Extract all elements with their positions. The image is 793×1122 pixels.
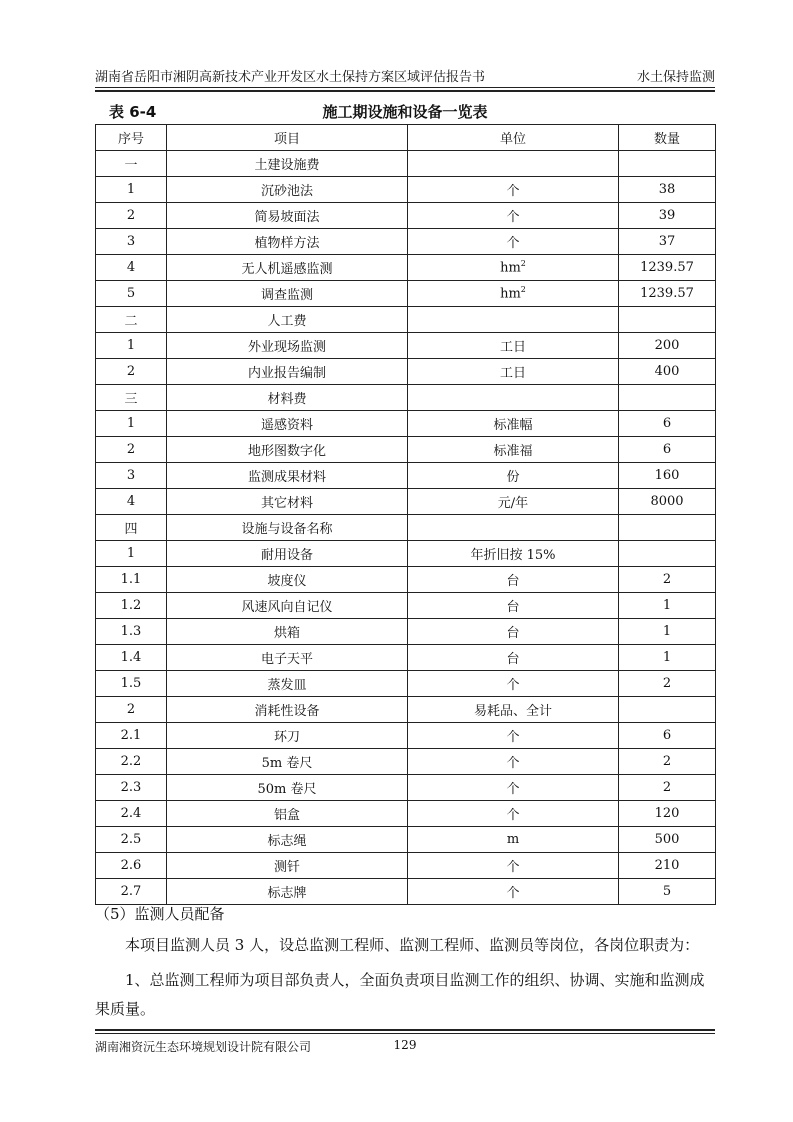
cell-qty [619,749,716,775]
cell-qty-text: 1239.57 [640,260,694,275]
page-number: 129 [393,1038,417,1052]
table-row [96,749,716,775]
cell-item-text: 电子天平 [260,652,313,667]
cell-qty [619,827,716,853]
cell-item-text: 蒸发皿 [267,678,307,693]
cell-item-text: 风速风向自记仪 [241,600,333,615]
cell-qty-text: 1 [662,598,672,613]
cell-unit-text: 个 [506,860,520,875]
cell-item-text: 测钎 [273,860,300,875]
cell-no [96,515,167,541]
header-unit: 单位 [408,125,619,151]
cell-unit-text: 年折旧按 15% [470,548,556,563]
cell-item-text: 地形图数字化 [247,444,326,459]
cell-unit [408,853,619,879]
cell-qty-text: 120 [654,806,680,821]
cell-unit-text: 份 [506,470,520,485]
table-row [96,255,716,281]
cell-qty [619,645,716,671]
header-no: 序号 [96,125,167,151]
cell-no-text: 2 [126,364,136,379]
cell-qty-text: 2 [662,572,672,587]
cell-item-text: 标志绳 [267,834,307,849]
cell-unit [408,801,619,827]
cell-item-text: 外业现场监测 [247,340,326,355]
cell-qty [619,463,716,489]
footer-rule-thin [95,1033,715,1034]
cell-item-text: 土建设施费 [254,158,320,173]
cell-unit [408,619,619,645]
cell-unit [408,229,619,255]
cell-qty [619,385,716,411]
table-row [96,697,716,723]
cell-no-text: 1.2 [120,598,142,613]
table-title: 施工期设施和设备一览表 [322,103,488,121]
cell-no [96,281,167,307]
table-row [96,671,716,697]
cell-item-text: 烘箱 [273,626,300,641]
cell-qty [619,775,716,801]
cell-qty-text: 6 [662,416,672,431]
footer-rule-thick [95,1029,715,1031]
table-row [96,515,716,541]
table-row [96,307,716,333]
cell-qty-text: 400 [654,364,680,379]
cell-qty [619,255,716,281]
cell-unit-text: 易耗品、全计 [473,704,552,719]
cell-qty [619,567,716,593]
equipment-table [95,124,716,905]
cell-item [167,307,408,333]
cell-unit [408,307,619,333]
header-section-name: 水土保持监测 [636,70,715,85]
cell-no [96,463,167,489]
cell-unit-text: 元/年 [497,496,529,511]
cell-item-text: 设施与设备名称 [241,522,333,537]
cell-item [167,749,408,775]
cell-qty-text: 160 [654,468,680,483]
page-header [95,66,715,86]
cell-no [96,749,167,775]
table-row [96,775,716,801]
cell-qty [619,437,716,463]
cell-qty-text: 39 [658,208,676,223]
cell-no [96,411,167,437]
cell-unit [408,775,619,801]
cell-item-text: 监测成果材料 [247,470,326,485]
cell-unit-text: 台 [506,574,520,589]
cell-no-text: 1 [126,416,136,431]
cell-unit-text: 个 [506,678,520,693]
table-body [96,151,716,905]
cell-qty [619,801,716,827]
cell-qty [619,697,716,723]
cell-qty-text: 500 [654,832,680,847]
table-row [96,151,716,177]
cell-qty-text: 8000 [650,494,684,509]
cell-no-text: 2 [126,702,136,717]
table-row [96,541,716,567]
cell-item [167,255,408,281]
cell-unit-text: 个 [506,808,520,823]
cell-unit [408,203,619,229]
cell-no-text: 2 [126,208,136,223]
cell-item [167,801,408,827]
table-row [96,619,716,645]
cell-qty-text: 210 [654,858,680,873]
cell-item-text: 沉砂池法 [260,184,313,199]
cell-item [167,359,408,385]
cell-item-text: 简易坡面法 [254,210,320,225]
cell-unit-text: 个 [506,236,520,251]
cell-no-text: 3 [126,468,136,483]
cell-no-text: 二 [124,314,138,329]
cell-no [96,333,167,359]
cell-no-text: 一 [124,158,138,173]
cell-no [96,619,167,645]
cell-no-text: 四 [124,522,138,537]
cell-no [96,203,167,229]
cell-item [167,281,408,307]
cell-item-text: 遥感资料 [260,418,313,433]
cell-no-text: 2.2 [120,754,142,769]
cell-qty [619,411,716,437]
cell-no-text: 1 [126,182,136,197]
cell-qty [619,515,716,541]
cell-qty [619,229,716,255]
cell-unit [408,671,619,697]
cell-no-text: 2 [126,442,136,457]
cell-no-text: 4 [126,260,136,275]
cell-item [167,489,408,515]
table-row [96,359,716,385]
cell-item [167,463,408,489]
cell-unit-text: m [506,832,520,847]
cell-no-text: 2.7 [120,884,142,899]
cell-unit [408,177,619,203]
paragraph-staffing: 本项目监测人员 3 人，设总监测工程师、监测工程师、监测员等岗位，各岗位职责为： [125,936,700,954]
table-row [96,645,716,671]
table-row [96,879,716,905]
cell-qty [619,853,716,879]
cell-no-text: 2.6 [120,858,142,873]
cell-qty [619,723,716,749]
cell-unit-text: 个 [506,730,520,745]
cell-item [167,333,408,359]
cell-unit [408,281,619,307]
cell-unit [408,411,619,437]
cell-item-text: 5m 卷尺 [261,756,313,771]
section-heading: （5）监测人员配备 [95,905,225,923]
cell-no [96,385,167,411]
cell-no-text: 3 [126,234,136,249]
cell-item-text: 50m 卷尺 [257,782,317,797]
cell-unit [408,645,619,671]
unit-superscript: 2 [520,285,526,295]
table-row [96,203,716,229]
cell-no-text: 2.4 [120,806,142,821]
cell-item [167,671,408,697]
cell-item-text: 坡度仪 [267,574,307,589]
cell-item-text: 材料费 [267,392,307,407]
cell-no [96,359,167,385]
unit-superscript: 2 [520,259,526,269]
table-row [96,489,716,515]
cell-unit [408,827,619,853]
cell-no [96,723,167,749]
cell-unit-text: 工日 [499,366,526,381]
cell-qty-text: 6 [662,728,672,743]
cell-item [167,411,408,437]
cell-no-text: 1 [126,338,136,353]
table-row [96,281,716,307]
cell-no [96,307,167,333]
footer-company: 湖南湘资沅生态环境规划设计院有限公司 [95,1040,312,1054]
paragraph-chief-engineer: 1、总监测工程师为项目部负责人，全面负责项目监测工作的组织、协调、实施和监测成果质量。 [95,971,705,1018]
cell-item-text: 铝盒 [273,808,300,823]
table-row [96,463,716,489]
table-row [96,853,716,879]
table-row [96,723,716,749]
cell-item [167,437,408,463]
cell-item [167,775,408,801]
cell-item [167,515,408,541]
cell-no [96,775,167,801]
cell-unit [408,697,619,723]
cell-item [167,619,408,645]
cell-item-text: 标志牌 [267,886,307,901]
cell-no [96,593,167,619]
cell-no [96,255,167,281]
cell-no [96,645,167,671]
cell-qty-text: 1239.57 [640,286,694,301]
cell-unit [408,723,619,749]
table-caption [95,101,715,123]
cell-item [167,879,408,905]
cell-no-text: 1 [126,546,136,561]
cell-item-text: 消耗性设备 [254,704,320,719]
cell-qty [619,879,716,905]
cell-item [167,645,408,671]
cell-no-text: 2.5 [120,832,142,847]
table-row [96,177,716,203]
header-qty: 数量 [619,125,716,151]
cell-unit [408,463,619,489]
cell-unit [408,567,619,593]
cell-item-text: 人工费 [267,314,307,329]
cell-item [167,827,408,853]
cell-no [96,697,167,723]
cell-no-text: 1.3 [120,624,142,639]
table-row [96,333,716,359]
cell-item-text: 植物样方法 [254,236,320,251]
table-header-row [96,125,716,151]
cell-no-text: 1.4 [120,650,142,665]
cell-no-text: 1.1 [120,572,142,587]
cell-unit-text: 标准幅 [493,418,533,433]
cell-qty [619,541,716,567]
header-report-title: 湖南省岳阳市湘阴高新技术产业开发区水土保持方案区域评估报告书 [95,70,486,85]
cell-unit-text: 工日 [499,340,526,355]
cell-no-text: 5 [126,286,136,301]
cell-unit-text: 个 [506,756,520,771]
cell-no [96,489,167,515]
cell-no [96,541,167,567]
cell-qty-text: 6 [662,442,672,457]
cell-qty-text: 2 [662,754,672,769]
cell-no-text: 2.1 [120,728,142,743]
table-row [96,385,716,411]
cell-no [96,853,167,879]
cell-item [167,853,408,879]
cell-no [96,567,167,593]
cell-qty [619,333,716,359]
cell-unit-text: 个 [506,782,520,797]
cell-no [96,437,167,463]
cell-no-text: 三 [124,392,138,407]
cell-qty [619,489,716,515]
header-rule-thin [95,87,715,88]
cell-unit [408,541,619,567]
header-rule-thick [95,90,715,92]
table-row [96,437,716,463]
cell-item-text: 内业报告编制 [247,366,326,381]
cell-item [167,177,408,203]
header-item: 项目 [167,125,408,151]
table-row [96,411,716,437]
cell-no [96,151,167,177]
cell-unit-text: 个 [506,210,520,225]
cell-item [167,723,408,749]
cell-qty-text: 1 [662,650,672,665]
cell-unit-text: 标准福 [493,444,533,459]
cell-qty [619,593,716,619]
cell-item-text: 调查监测 [260,288,313,303]
cell-unit [408,151,619,177]
table-row [96,801,716,827]
table-row [96,567,716,593]
cell-qty-text: 2 [662,676,672,691]
table-row [96,229,716,255]
cell-unit [408,593,619,619]
cell-item [167,229,408,255]
cell-unit [408,437,619,463]
cell-unit-text: 台 [506,652,520,667]
cell-item [167,385,408,411]
cell-qty [619,619,716,645]
cell-no [96,827,167,853]
table-number: 表 6-4 [109,103,157,121]
cell-qty [619,359,716,385]
cell-item [167,697,408,723]
cell-item [167,541,408,567]
cell-qty-text: 2 [662,780,672,795]
cell-qty-text: 200 [654,338,680,353]
cell-unit [408,359,619,385]
cell-no-text: 1.5 [120,676,142,691]
cell-qty [619,177,716,203]
cell-unit [408,515,619,541]
cell-no-text: 4 [126,494,136,509]
cell-unit [408,749,619,775]
cell-qty [619,203,716,229]
cell-qty [619,307,716,333]
cell-no [96,229,167,255]
cell-unit [408,333,619,359]
cell-unit-text: 台 [506,626,520,641]
table-row [96,827,716,853]
cell-qty [619,281,716,307]
cell-item [167,151,408,177]
cell-item-text: 环刀 [273,730,300,745]
cell-no [96,177,167,203]
cell-qty [619,151,716,177]
cell-item [167,203,408,229]
cell-unit [408,385,619,411]
cell-no [96,801,167,827]
cell-qty-text: 37 [658,234,676,249]
cell-item [167,567,408,593]
cell-unit-text: 个 [506,886,520,901]
cell-unit-text: hm [500,286,521,302]
cell-item-text: 其它材料 [260,496,313,511]
cell-item-text: 耐用设备 [260,548,313,563]
cell-item [167,593,408,619]
cell-unit-text: 台 [506,600,520,615]
cell-unit-text: hm [500,260,521,276]
cell-unit [408,255,619,281]
cell-qty-text: 1 [662,624,672,639]
cell-no [96,879,167,905]
cell-unit [408,879,619,905]
cell-qty [619,671,716,697]
cell-qty-text: 38 [658,182,676,197]
cell-no-text: 2.3 [120,780,142,795]
cell-unit [408,489,619,515]
table-row [96,593,716,619]
cell-no [96,671,167,697]
cell-unit-text: 个 [506,184,520,199]
cell-item-text: 无人机遥感监测 [241,262,333,277]
cell-qty-text: 5 [662,884,672,899]
